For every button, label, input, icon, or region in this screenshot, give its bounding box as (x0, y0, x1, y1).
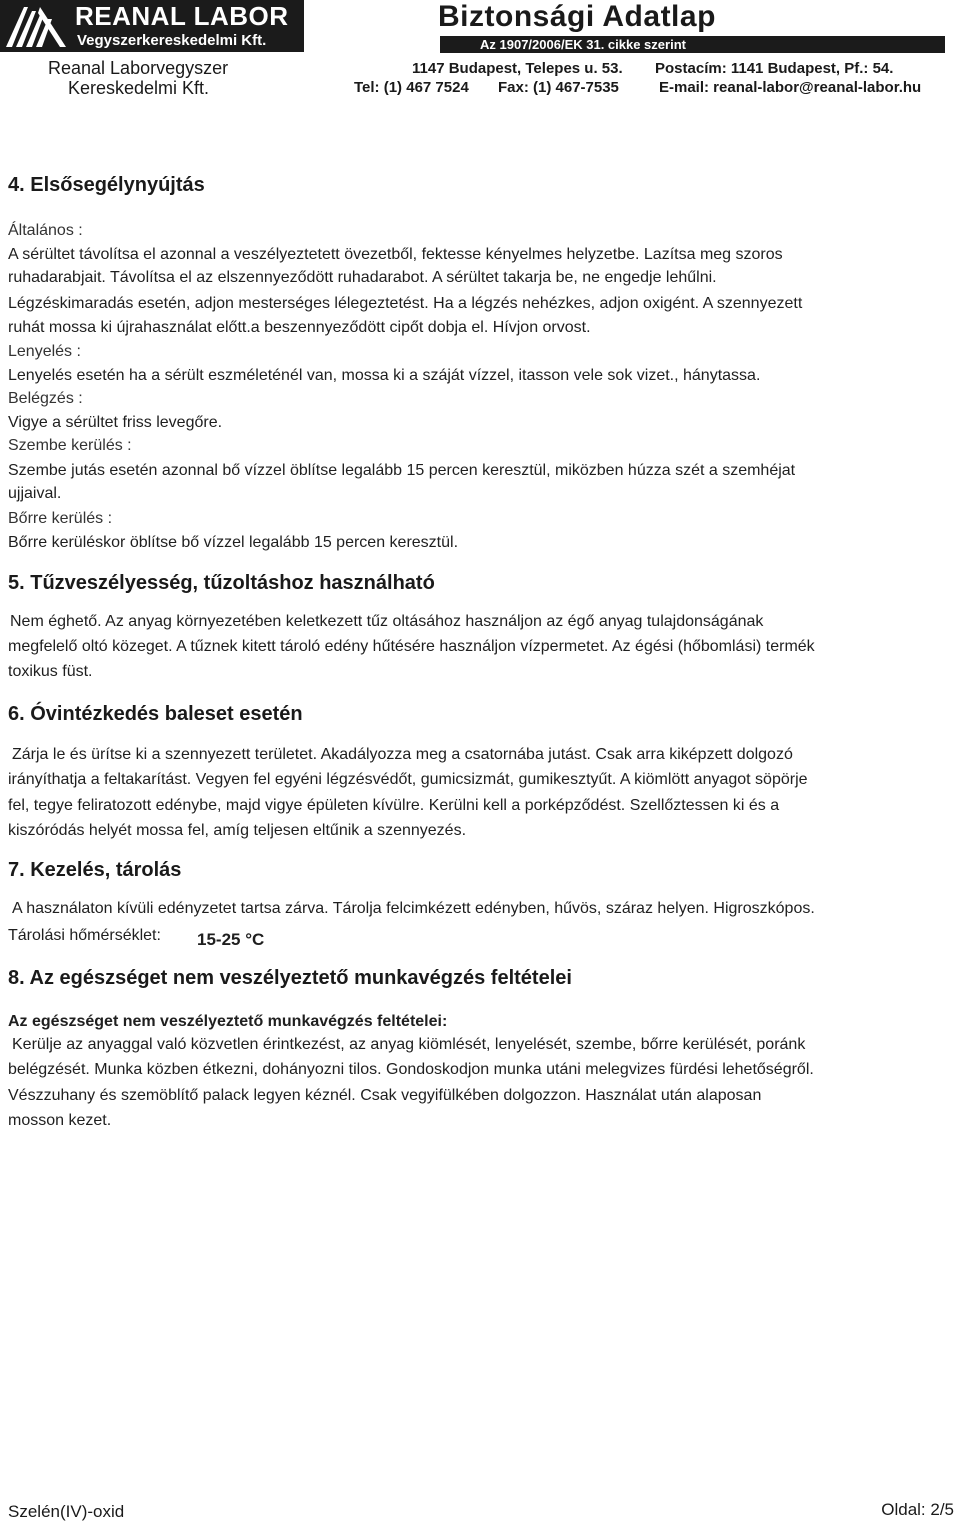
section-6-title: 6. Óvintézkedés baleset esetén (8, 703, 303, 725)
regulation-text: Az 1907/2006/EK 31. cikke szerint (480, 37, 686, 52)
accident-line: kiszóródás helyét mossa fel, amíg teljesen eltűnik a szennyezés. (8, 822, 467, 839)
company-line-2: Kereskedelmi Kft. (68, 78, 210, 98)
inhalation-text: Vigye a sérültet friss levegőre. (8, 414, 223, 431)
email: E-mail: reanal-labor@reanal-labor.hu (659, 79, 922, 96)
page-header (0, 0, 960, 100)
accident-line: irányíthatja a feltakarítást. Vegyen fel egyéni légzésvédőt, gumicsizmát, gumikesztyűt. A kiömlött anyagot söpörje (8, 771, 808, 788)
logo-subtitle: Vegyszerkereskedelmi Kft. (77, 32, 267, 49)
postal-address: Postacím: 1141 Budapest, Pf.: 54. (655, 60, 894, 77)
fire-line: toxikus füst. (8, 663, 93, 680)
eye-contact-label: Szembe kerülés : (8, 437, 132, 454)
storage-line: A használaton kívüli edényzetet tartsa zárva. Tárolja felcimkézett edényben, hűvös, száraz helyen. Higroszkópos. (12, 900, 815, 917)
accident-line: Zárja le és ürítse ki a szennyezett területet. Akadályozza meg a csatornába jutást. Csak arra kiképzett dolgozó (12, 746, 793, 763)
general-line: ruhát mossa ki újrahasználat előtt.a beszennyeződött cipőt dobja el. Hívjon orvost. (8, 319, 591, 336)
workplace-line: mosson kezet. (8, 1112, 112, 1129)
phone: Tel: (1) 467 7524 (354, 79, 469, 96)
company-line-1: Reanal Laborvegyszer (48, 58, 229, 78)
accident-line: fel, tegye feliratozott edénybe, majd vigye épületen kívülre. Kerülni kell a porképződést. Szellőztessen ki és a (8, 797, 780, 814)
skin-contact-text: Bőrre kerüléskor öblítse bő vízzel legalább 15 percen keresztül. (8, 534, 459, 551)
address: 1147 Budapest, Telepes u. 53. (412, 60, 623, 77)
general-line: Légzéskimaradás esetén, adjon mesterséges lélegeztetést. Ha a légzés nehézkes, adjon oxigént. A szennyezett (8, 295, 803, 312)
workplace-line: belégzését. Munka közben étkezni, dohányozni tilos. Gondoskodjon munka utáni melegvizes fürdési lehetőségről. (8, 1061, 814, 1078)
eye-contact-line: ujjaival. (8, 485, 62, 502)
ingestion-text: Lenyelés esetén ha a sérült eszméleténél van, mossa ki a száját vízzel, itasson vele sok vizet., hánytassa. (8, 367, 761, 384)
footer-page-number: Oldal: 2/5 (881, 1500, 954, 1519)
logo-title: REANAL LABOR (75, 1, 289, 31)
storage-temp-label: Tárolási hőmérséklet: (8, 927, 161, 944)
eye-contact-line: Szembe jutás esetén azonnal bő vízzel öblítse legalább 15 percen keresztül, miközben húzza szét a szemhéjat (8, 462, 796, 479)
section-5-title: 5. Tűzveszélyesség, tűzoltáshoz használható (8, 572, 435, 594)
company-name (48, 58, 228, 98)
storage-temp-value: 15-25 °C (197, 930, 265, 949)
general-line: ruhadarabjait. Távolítsa el az elszennyeződött ruhadarabot. A sérültet takarja be, ne engedje lehűlni. (8, 269, 717, 286)
reanal-logo-icon (4, 3, 68, 49)
footer-product-name: Szelén(IV)-oxid (8, 1502, 125, 1521)
section-4-title: 4. Elsősegélynyújtás (8, 174, 205, 196)
fax: Fax: (1) 467-7535 (498, 79, 619, 96)
section-8-title: 8. Az egészséget nem veszélyeztető munkavégzés feltételei (8, 967, 572, 989)
inhalation-label: Belégzés : (8, 390, 83, 407)
section-7-title: 7. Kezelés, tárolás (8, 859, 182, 881)
general-line: A sérültet távolítsa el azonnal a veszélyeztetett övezetből, fektesse kényelmes helyzetbe. Lazítsa meg szoros (8, 246, 783, 263)
general-label: Általános : (8, 222, 83, 239)
company-logo (0, 0, 304, 52)
fire-line: Nem éghető. Az anyag környezetében keletkezett tűz oltásához használjon az égő anyag tulajdonságának (10, 613, 764, 630)
document-title: Biztonsági Adatlap (438, 0, 716, 33)
fire-line: megfelelő oltó közeget. A tűznek kitett tároló edény hűtésére használjon vízpermetet. Az égési (hőbomlási) termék (8, 638, 815, 655)
skin-contact-label: Bőrre kerülés : (8, 510, 113, 527)
section-8-subtitle: Az egészséget nem veszélyeztető munkavégzés feltételei: (8, 1013, 448, 1030)
ingestion-label: Lenyelés : (8, 343, 81, 360)
workplace-line: Vészzuhany és szemöblítő palack legyen kéznél. Csak vegyifülkében dolgozzon. Használat után alaposan (8, 1087, 762, 1104)
workplace-line: Kerülje az anyaggal való közvetlen érintkezést, az anyag kiömlését, lenyelését, szembe, bőrre kerülését, poránk (12, 1036, 806, 1053)
